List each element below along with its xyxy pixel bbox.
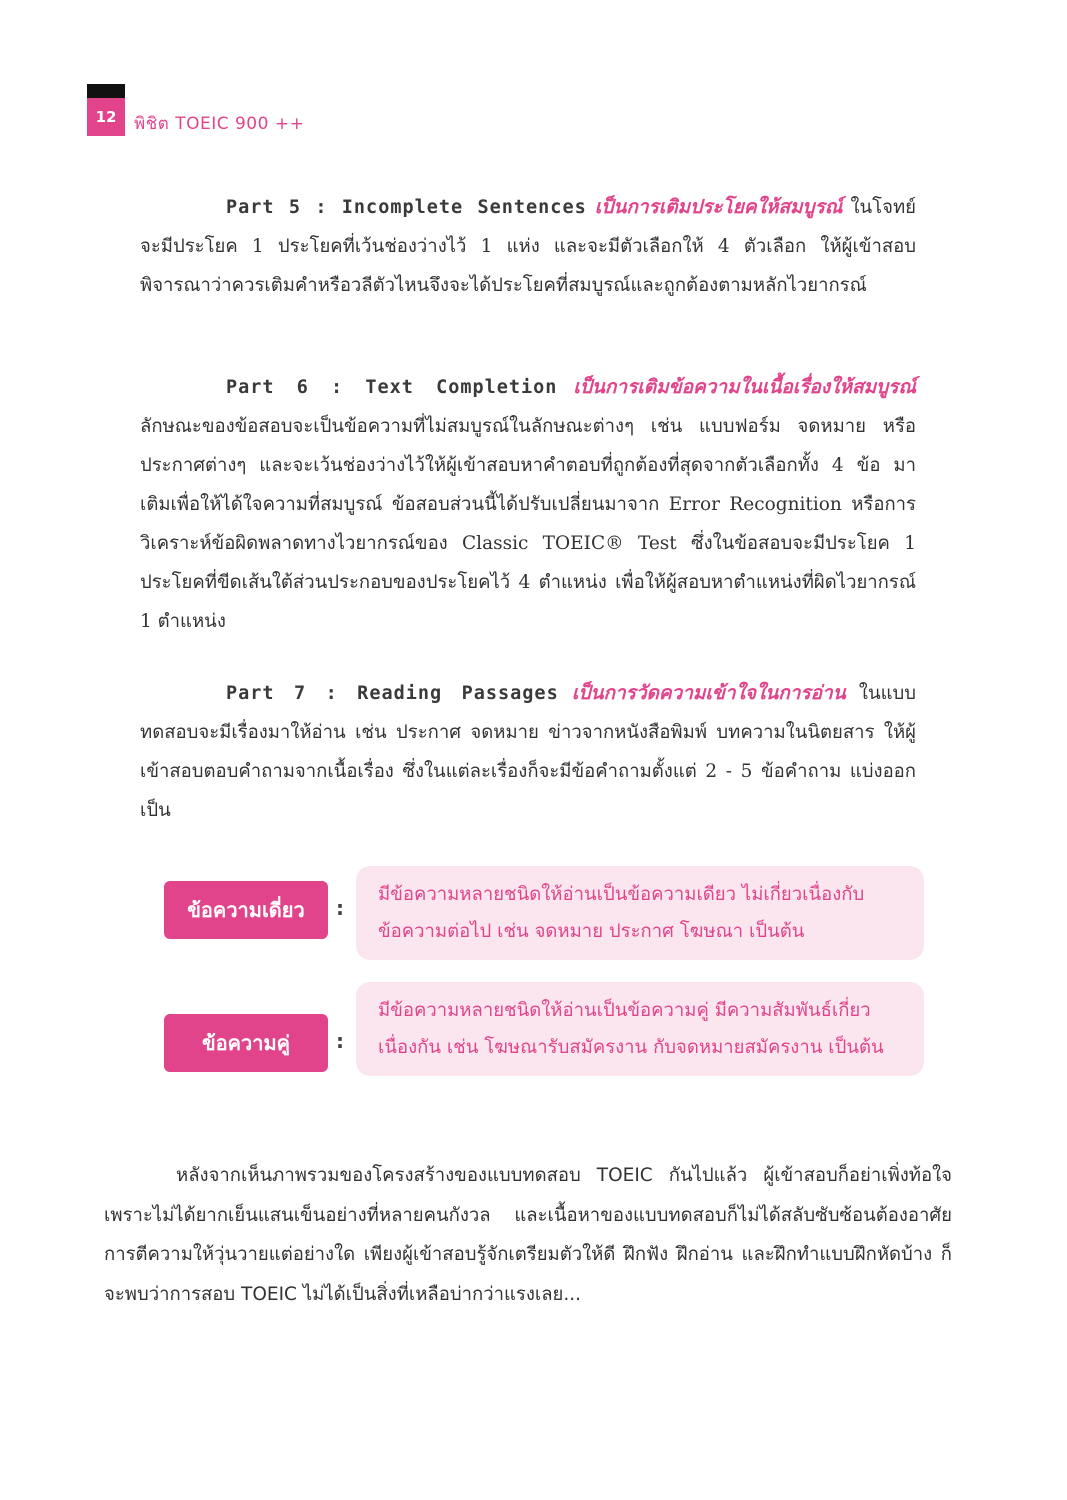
passage-type-description: มีข้อความหลายชนิดให้อ่านเป็นข้อความคู่ มีความสัมพันธ์เกี่ยวเนื่องกัน เช่น โฆษณารับสมัครงาน กับจดหมายสมัครงาน เป็นต้น xyxy=(356,982,924,1076)
page-tab-black-bar xyxy=(87,84,125,98)
passage-type-colon: : xyxy=(336,896,344,920)
closing-section xyxy=(104,1156,952,1314)
part5-title: Part 5 : Incomplete Sentences xyxy=(226,197,587,218)
part6-title: Part 6 : Text Completion xyxy=(226,377,558,398)
part7-paragraph xyxy=(140,674,916,830)
part7-description: เป็นการวัดความเข้าใจในการอ่าน xyxy=(571,682,846,704)
part5-description: เป็นการเติมประโยคให้สมบูรณ์ xyxy=(594,196,843,218)
page-number-tab xyxy=(87,84,125,136)
part5-body: ในโจทย์จะมีประโยค 1 ประโยคที่เว้นช่องว่างไว้ 1 แห่ง และจะมีตัวเลือกให้ 4 ตัวเลือก ให้ผู้เข้าสอบพิจารณาว่าควรเติมคำหรือวลีตัวไหนจึงจะได้ประโยคที่สมบูรณ์และถูกต้องตามหลักไวยากรณ์ xyxy=(140,197,916,296)
closing-body: หลังจากเห็นภาพรวมของโครงสร้างของแบบทดสอบ TOEIC กันไปแล้ว ผู้เข้าสอบก็อย่าเพิ่งท้อใจ เพราะไม่ได้ยากเย็นแสนเข็นอย่างที่หลายคนกังวล และเนื้อหาของแบบทดสอบก็ไม่ได้สลับซับซ้อนต้องอาศัยการตีความให้วุ่นวายแต่อย่างใด เพียงผู้เข้าสอบรู้จักเตรียมตัวให้ดี ฝึกฟัง ฝึกอ่าน และฝึกทำแบบฝึกหัดบ้าง ก็จะพบว่าการสอบ TOEIC ไม่ได้เป็นสิ่งที่เหลือบ่ากว่าแรงเลย... xyxy=(104,1165,952,1305)
part6-body: ลักษณะของข้อสอบจะเป็นข้อความที่ไม่สมบูรณ์ในลักษณะต่างๆ เช่น แบบฟอร์ม จดหมาย หรือประกาศต่างๆ และจะเว้นช่องว่างไว้ให้ผู้เข้าสอบหาคำตอบที่ถูกต้องที่สุดจากตัวเลือกทั้ง 4 ข้อ มาเติมเพื่อให้ได้ใจความที่สมบูรณ์ ข้อสอบส่วนนี้ได้ปรับเปลี่ยนมาจาก Error Recognition หรือการวิเคราะห์ข้อผิดพลาดทางไวยากรณ์ของ Classic TOEIC® Test ซึ่งในข้อสอบจะมีประโยค 1 ประโยคที่ขีดเส้นใต้ส่วนประกอบของประโยคไว้ 4 ตำแหน่ง เพื่อให้ผู้สอบหาตำแหน่งที่ผิดไวยากรณ์ 1 ตำแหน่ง xyxy=(140,416,916,632)
part7-title: Part 7 : Reading Passages xyxy=(226,683,559,704)
passage-type-label: ข้อความคู่ xyxy=(164,1014,328,1072)
part7-body: ในแบบทดสอบจะมีเรื่องมาให้อ่าน เช่น ประกาศ จดหมาย ข่าวจากหนังสือพิมพ์ บทความในนิตยสาร ให้ผู้เข้าสอบตอบคำถามจากเนื้อเรื่อง ซึ่งในแต่ละเรื่องก็จะมีข้อคำถามตั้งแต่ 2 - 5 ข้อคำถาม แบ่งออกเป็น xyxy=(140,683,916,821)
book-title: พิชิต TOEIC 900 ++ xyxy=(134,114,305,134)
part6-section xyxy=(140,368,916,641)
part5-paragraph xyxy=(140,188,916,305)
closing-paragraph xyxy=(104,1156,952,1314)
passage-type-description: มีข้อความหลายชนิดให้อ่านเป็นข้อความเดียว ไม่เกี่ยวเนื่องกับข้อความต่อไป เช่น จดหมาย ประกาศ โฆษณา เป็นต้น xyxy=(356,866,924,960)
part6-paragraph xyxy=(140,368,916,641)
part7-section xyxy=(140,674,916,830)
page-number: 12 xyxy=(87,98,125,136)
passage-type-label: ข้อความเดี่ยว xyxy=(164,881,328,939)
passage-type-colon: : xyxy=(336,1029,344,1053)
part6-description: เป็นการเติมข้อความในเนื้อเรื่องให้สมบูรณ์ xyxy=(573,376,916,398)
part5-section xyxy=(140,188,916,305)
